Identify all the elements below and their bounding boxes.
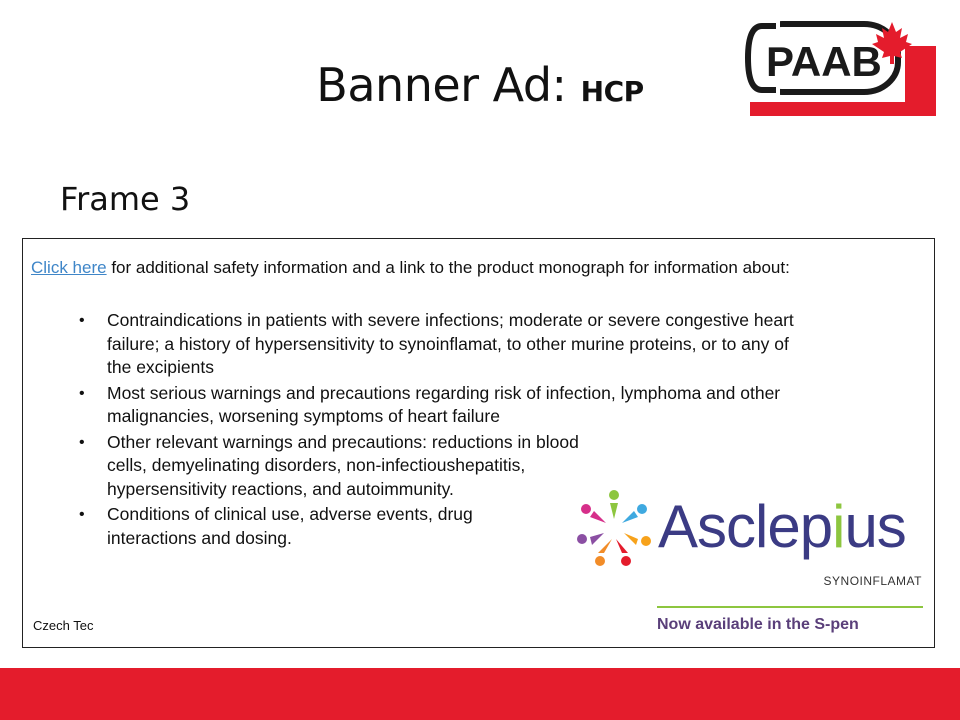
slide-title-main: Banner Ad: bbox=[316, 58, 581, 112]
list-item bbox=[75, 431, 595, 502]
paab-logo-text: PAAB bbox=[766, 38, 882, 85]
bullet-text: Most serious warnings and precautions regarding risk of infection, lymphoma and other malignancies, worsening symptoms of heart failure bbox=[107, 382, 781, 426]
bullet-icon: • bbox=[79, 506, 85, 523]
bullet-text: Contraindications in patients with severe infections; moderate or severe congestive heart failure; a history of hypersensitivity to synoinflamat, to other murine proteins, or to any of the excipients bbox=[107, 310, 794, 377]
asclepius-logo-icon bbox=[573, 484, 655, 574]
asclepius-brand bbox=[573, 484, 928, 644]
bullet-icon: • bbox=[79, 384, 85, 402]
bullet-text: Other relevant warnings and precautions: reductions in blood cells, demyelinating disorders, non-infectioushepatitis, hypersensitivity reactions, and autoimmunity. bbox=[107, 431, 579, 499]
product-name: SYNOINFLAMAT bbox=[823, 574, 922, 588]
slide-title-suffix: HCP bbox=[580, 75, 644, 108]
ad-intro bbox=[31, 257, 931, 279]
bullet-icon: • bbox=[79, 433, 85, 451]
brand-divider bbox=[657, 606, 923, 608]
paab-logo bbox=[740, 14, 936, 116]
bullet-icon: • bbox=[79, 312, 85, 329]
click-here-link[interactable]: Click here bbox=[31, 258, 107, 277]
bullet-text: Conditions of clinical use, adverse events, drug interactions and dosing. bbox=[107, 504, 473, 548]
list-item bbox=[75, 503, 545, 550]
frame-label: Frame 3 bbox=[60, 180, 191, 218]
footer-company-text: Czech Tec bbox=[33, 618, 94, 633]
footer-red-bar bbox=[0, 668, 960, 720]
availability-text: Now available in the S-pen bbox=[657, 616, 859, 633]
list-item bbox=[75, 382, 815, 429]
brand-name: Asclepius bbox=[658, 493, 906, 560]
banner-ad bbox=[22, 238, 935, 648]
ad-intro-text: for additional safety information and a link to the product monograph for information about: bbox=[106, 258, 790, 277]
list-item bbox=[75, 309, 815, 380]
